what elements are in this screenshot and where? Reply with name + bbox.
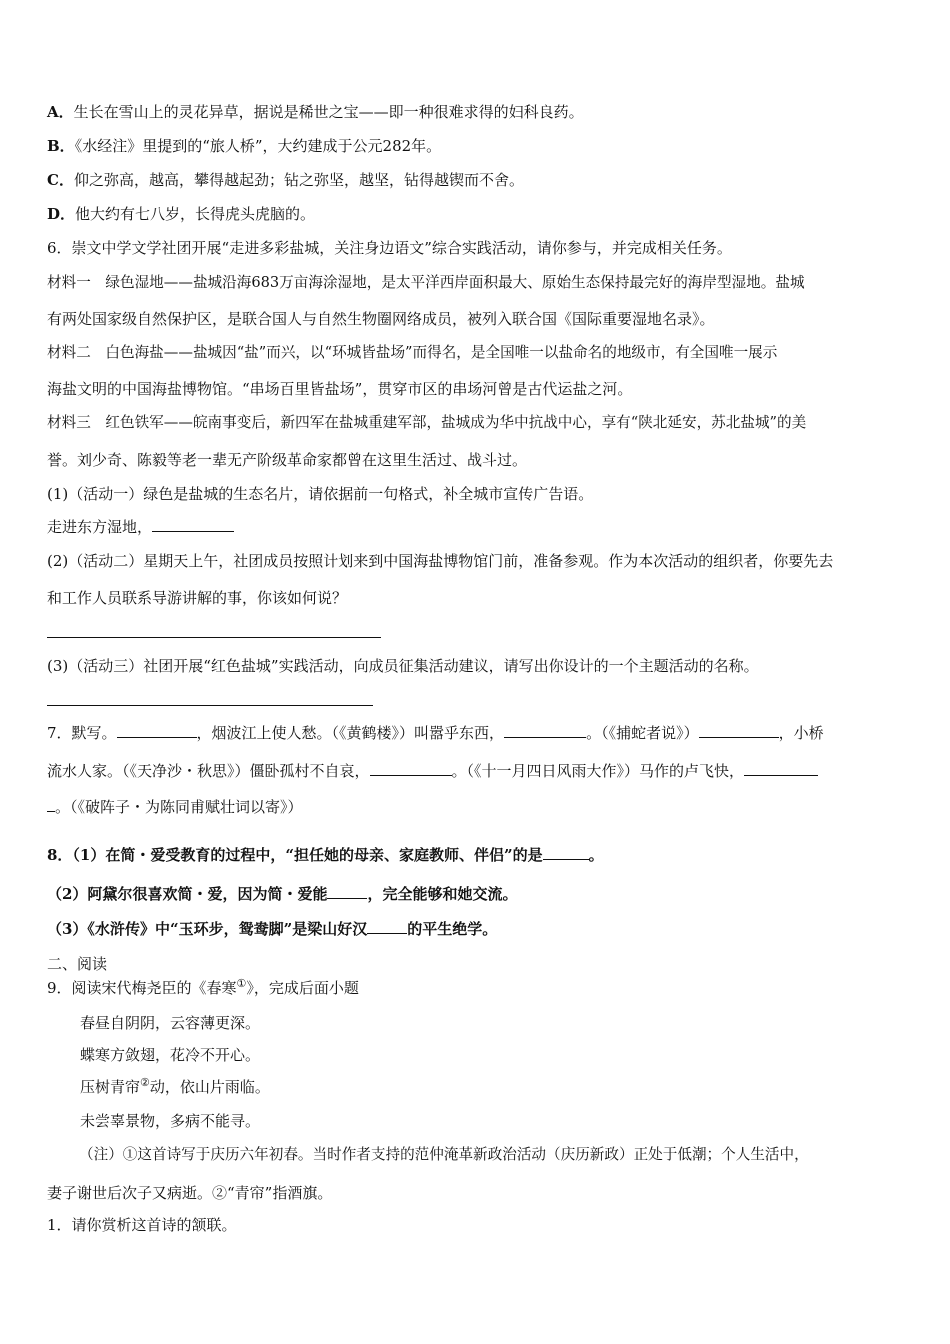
q8-line-3 [47,919,906,939]
text: （3）《水浒传》中“玉环步，鸳鸯脚”是梁山好汉 [47,920,368,938]
q6-material-1: 材料一 绿色湿地——盐城沿海683万亩海涂湿地，是太平洋西岸面积最大、原始生态保持最完好的海岸型湿地。盐城 [47,274,805,291]
footnote-mark: ① [236,977,247,990]
q7-line-3 [47,797,906,817]
poem-line-1: 春昼自阴阴，云容薄更深。 [80,1014,261,1032]
option-label: B． [47,137,75,155]
option-text: 仰之弥高，越高，攀得越起劲；钻之弥坚，越坚，钻得越锲而不舍。 [73,171,524,189]
option-a [47,102,906,122]
option-label: D． [47,205,76,223]
answer-blank[interactable] [152,517,234,532]
answer-blank[interactable] [543,845,589,860]
footnote-mark: ② [140,1076,150,1089]
q9-sub-1: 1．请你赏析这首诗的颔联。 [47,1216,237,1234]
q6-activity-1-answer [47,517,906,537]
text: 流水人家。（《天净沙・秋思》）僵卧孤村不自哀， [47,762,370,780]
option-text: 生长在雪山上的灵花异草，据说是稀世之宝——即一种很难求得的妇科良药。 [73,103,584,121]
q6-activity-1: (1)（活动一）绿色是盐城的生态名片，请依据前一句格式，补全城市宣传广告语。 [47,485,594,503]
option-text: 《水经注》里提到的“旅人桥”，大约建成于公元282年。 [74,137,442,155]
q6-material-2: 材料二 白色海盐——盐城因“盐”而兴，以“环城皆盐场”而得名，是全国唯一以盐命名的地级市，有全国唯一展示 [47,344,778,361]
text: （2）阿黛尔很喜欢简・爱，因为简・爱能 [47,885,328,903]
poem-note-cont: 妻子谢世后次子又病逝。②“青帘”指酒旗。 [47,1184,333,1202]
answer-blank[interactable] [504,723,586,738]
q6-material-3: 材料三 红色铁军——皖南事变后，新四军在盐城重建军部，盐城成为华中抗战中心，享有“陕北延安，苏北盐城”的美 [47,414,807,431]
answer-blank[interactable] [744,761,818,776]
poem-line-2: 蝶寒方敛翅，花冷不开心。 [80,1046,261,1064]
answer-line[interactable] [47,705,373,706]
text: 。（《捕蛇者说》） [586,724,699,742]
q8-line-1 [47,845,906,865]
option-b [47,136,906,156]
option-text: 他大约有七八岁，长得虎头虎脑的。 [75,205,316,223]
option-d [47,204,906,224]
answer-blank[interactable] [370,761,452,776]
q6-activity-2: (2)（活动二）星期天上午，社团成员按照计划来到中国海盐博物馆门前，准备参观。作为本次活动的组织者，你要先去 [47,552,834,570]
answer-blank[interactable] [367,919,407,934]
q6-material-3-cont: 誉。刘少奇、陈毅等老一辈无产阶级革命家都曾在这里生活过、战斗过。 [47,451,528,469]
q6-material-1-cont: 有两处国家级自然保护区，是联合国人与自然生物圈网络成员，被列入联合国《国际重要湿地名录》。 [47,310,715,328]
q8-line-2 [47,884,906,904]
poem-line-4: 未尝辜景物，多病不能寻。 [80,1112,261,1130]
text: ，小桥 [778,724,824,742]
q9-intro [47,978,906,998]
text: 动，依山片雨临。 [149,1078,270,1096]
option-label: C． [47,171,74,189]
text: 。（《破阵子・为陈同甫赋壮词以寄》） [55,798,303,816]
q6-material-2-cont: 海盐文明的中国海盐博物馆。“串场百里皆盐场”，贯穿市区的串场河曾是古代运盐之河。 [47,380,633,398]
text: 的平生绝学。 [407,920,498,938]
poem-note: （注）①这首诗写于庆历六年初春。当时作者支持的范仲淹革新政治活动（庆历新政）正处于低潮；个人生活中， [79,1146,809,1163]
text: 。 [588,846,604,864]
text: 7．默写。 [47,724,117,742]
option-label: A． [47,103,74,121]
text: 压树青帘 [80,1078,141,1096]
poem-line-3 [80,1077,906,1097]
answer-blank[interactable] [117,723,197,738]
section-title: 二、阅读 [47,955,108,973]
q7-line-2 [47,761,906,781]
answer-prompt: 走进东方湿地， [47,518,153,536]
answer-line[interactable] [47,637,381,638]
answer-blank[interactable] [327,884,367,899]
q7-line-1 [47,723,906,743]
option-c [47,170,906,190]
q6-intro: 6．崇文中学文学社团开展“走进多彩盐城，关注身边语文”综合实践活动，请你参与，并完成相关任务。 [47,239,732,257]
text: 。（《十一月四日风雨大作》）马作的卢飞快， [451,762,745,780]
text: 》，完成后面小题 [246,979,359,997]
answer-blank[interactable] [699,723,779,738]
text: 9．阅读宋代梅尧臣的《春寒 [47,979,237,997]
text: 8．（1）在简・爱受教育的过程中，“担任她的母亲、家庭教师、伴侣”的是 [47,846,543,864]
text: ，烟波江上使人愁。（《黄鹤楼》）叫嚣乎东西， [196,724,505,742]
answer-blank[interactable] [47,797,55,812]
text: ，完全能够和她交流。 [367,885,518,903]
q6-activity-2-cont: 和工作人员联系导游讲解的事，你该如何说？ [47,589,348,607]
q6-activity-3: (3)（活动三）社团开展“红色盐城”实践活动，向成员征集活动建议，请写出你设计的一个主题活动的名称。 [47,657,759,675]
